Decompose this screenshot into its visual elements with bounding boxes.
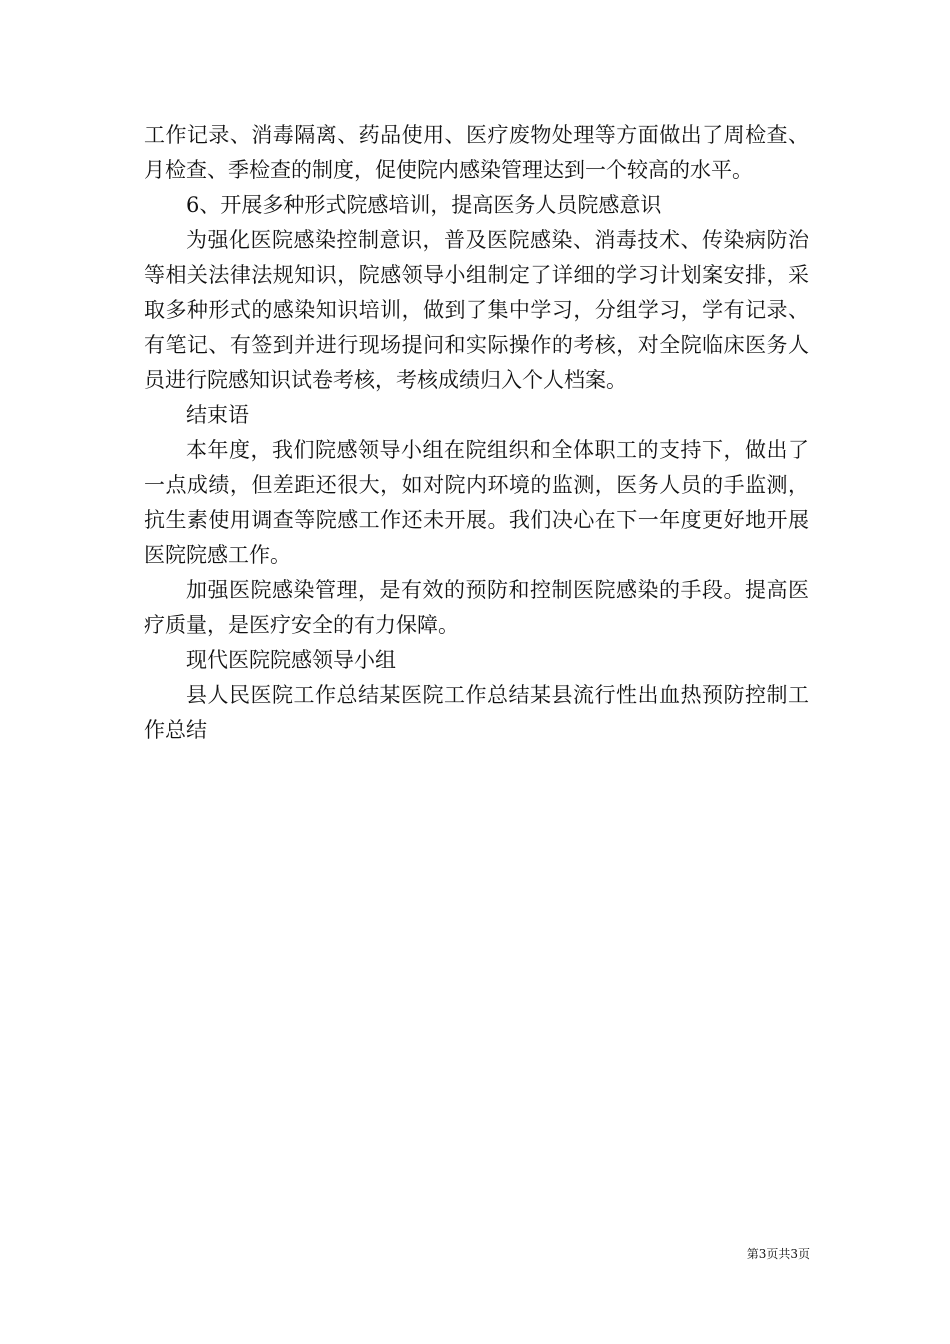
paragraph-training: 为强化医院感染控制意识，普及医院感染、消毒技术、传染病防治等相关法律法规知识，院感领导小组制定了详细的学习计划案安排，采取多种形式的感染知识培训，做到了集中学习，分组学习，学有记录、有笔记、有签到并进行现场提问和实际操作的考核，对全院临床医务人员进行院感知识试卷考核，考核成绩归入个人档案。 [144,228,809,392]
section-heading-conclusion: 结束语 [186,403,249,427]
section-heading-training: 6、开展多种形式院感培训，提高医务人员院感意识 [186,193,662,217]
related-titles: 县人民医院工作总结某医院工作总结某县流行性出血热预防控制工作总结 [144,683,809,742]
paragraph-summary: 加强医院感染管理，是有效的预防和控制医院感染的手段。提高医疗质量，是医疗安全的有力保障。 [144,578,809,637]
document-body [144,118,809,748]
paragraph-conclusion: 本年度，我们院感领导小组在院组织和全体职工的支持下，做出了一点成绩，但差距还很大，如对院内环境的监测，医务人员的手监测，抗生素使用调查等院感工作还未开展。我们决心在下一年度更好地开展医院院感工作。 [144,438,809,567]
page-number: 第3页共3页 [746,1247,810,1261]
paragraph-continuation: 工作记录、消毒隔离、药品使用、医疗废物处理等方面做出了周检查、月检查、季检查的制度，促使院内感染管理达到一个较高的水平。 [144,123,809,182]
signature-group: 现代医院院感领导小组 [186,648,396,672]
